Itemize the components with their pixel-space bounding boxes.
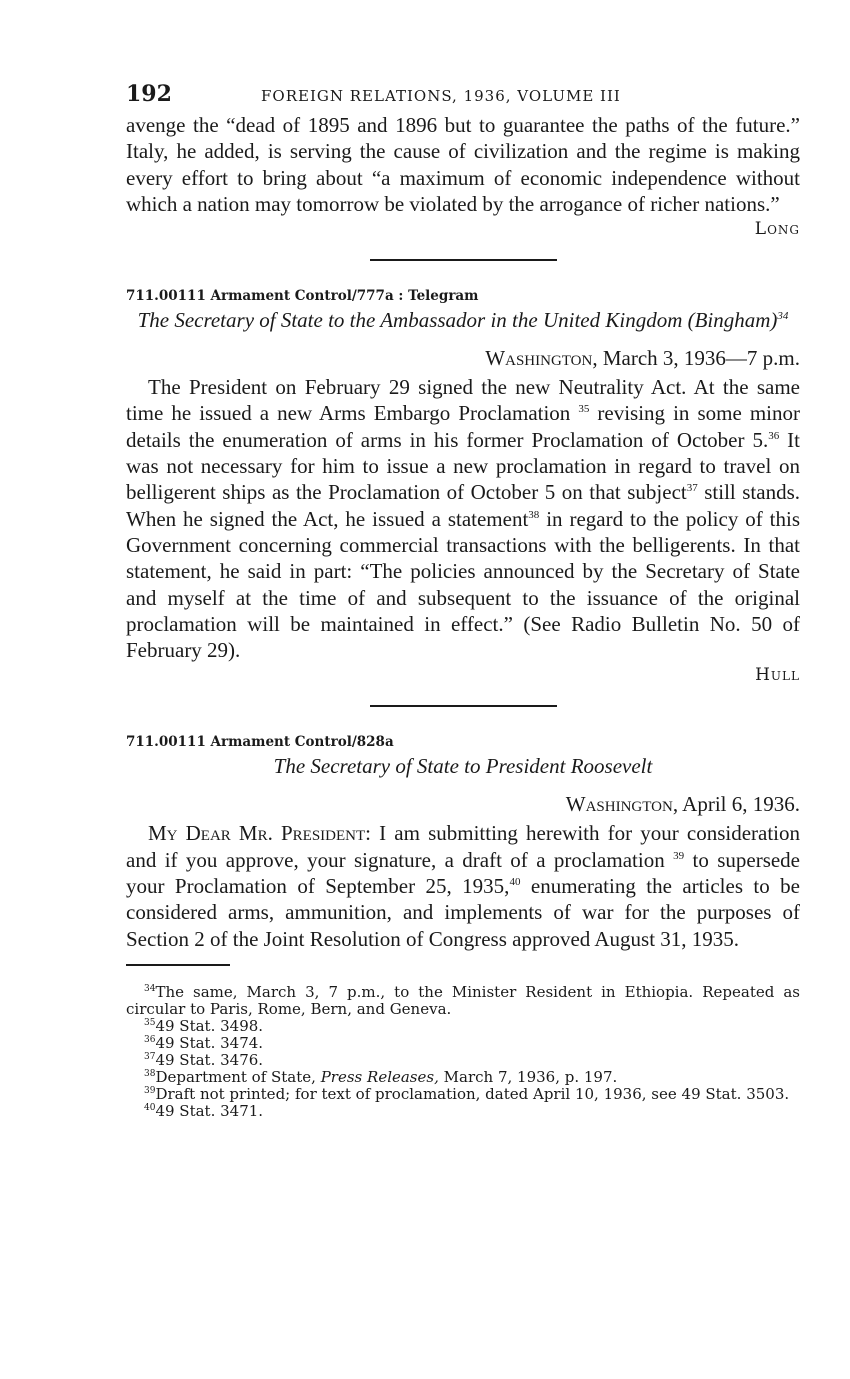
footnote-marker: 35 [578,403,590,416]
dateline-date: April 6, 1936. [682,792,800,817]
footnote-text: 49 Stat. 3474. [155,1033,264,1052]
letter-body [126,820,800,951]
footnote-marker: 37 [686,482,698,495]
dateline-place: Washington, [485,346,598,371]
footnote [126,1103,800,1120]
footnote-text: 49 Stat. 3476. [155,1050,264,1069]
footnote-text: 49 Stat. 3498. [155,1016,264,1035]
continued-paragraph: avenge the “dead of 1895 and 1896 but to guarantee the paths of the future.” Italy, he added, is serving the cause of civilization and the regime is making every effort to bring about “a maximum of economic independence without which a nation may tomorrow be violated by the arrogance of richer nations.” [126,113,800,216]
footnotes [126,984,800,1120]
footnote-rule [126,964,230,966]
footnote [126,1069,800,1086]
footnote-marker: 38 [528,508,540,521]
footnote-marker: 36 [768,429,780,442]
document-title: The Secretary of State to President Roosevelt [273,754,653,779]
telegram-text: still stands. When he signed the Act, he issued a statement [126,480,801,531]
document-title [126,308,800,332]
dateline-place: Washington, [565,792,679,817]
document-title-text: The Secretary of State to the Ambassador in the United Kingdom (Bingham) [137,308,778,333]
salutation: My Dear Mr. President: [148,821,372,846]
dateline [126,346,800,374]
footnote-number: 40 [144,1102,156,1113]
running-head: FOREIGN RELATIONS, 1936, VOLUME III [261,87,621,105]
footnote-number: 34 [144,983,156,994]
footnote-text: The same, March 3, 7 p.m., to the Minister Resident in Ethiopia. Repeated as circular to Paris, Rome, Bern, and Geneva. [126,982,800,1018]
telegram-text: The President on February 29 signed the new Neutrality Act. At the same time he issued a new Arms Embargo Proclamation [126,375,800,426]
footnote-marker: 39 [673,849,685,862]
footnote [126,1086,800,1103]
signature-hull: Hull [755,665,800,686]
footnote-number: 39 [144,1085,156,1096]
letter-text: I am submitting herewith for your consideration and if you approve, your signature, a draft of a proclamation [126,821,801,872]
page-number: 192 [126,81,172,107]
footnote-number: 35 [144,1017,156,1028]
letter-text: to supersede your Proclamation of September 25, 1935, [126,847,801,899]
footnote-marker: 40 [509,876,521,889]
footnote-number: 38 [144,1068,156,1079]
telegram-body [126,374,800,663]
telegram-text: It was not necessary for him to issue a new proclamation in regard to travel on belligerent ships as the Proclamation of October 5 on that subject [126,427,800,505]
page-header [126,78,800,112]
footnote-text: 49 Stat. 3471. [155,1101,264,1120]
file-reference: 711.00111 Armament Control/777a : Telegram [126,288,479,305]
footnote [126,984,800,1018]
telegram-text: in regard to the policy of this Government concerning commercial transactions with the belligerents. In that statement, he said in part: “The policies announced by the Secretary of State and myself at the time of and subsequent to the issuance of the original proclamation will be maintained in effect.” (See Radio Bulletin No. 50 of February 29). [126,506,800,663]
telegram-text: revising in some minor details the enumeration of arms in his former Proclamation of October 5. [126,401,801,452]
footnote [126,1052,800,1069]
footnote [126,1035,800,1052]
footnote-text: Draft not printed; for text of proclamation, dated April 10, 1936, see 49 Stat. 3503. [155,1084,790,1103]
dateline [126,792,800,820]
section-divider [370,259,557,261]
footnote-italic-text: Press Releases, [320,1067,439,1086]
file-reference: 711.00111 Armament Control/828a [126,734,394,751]
dateline-date: March 3, 1936—7 p.m. [602,346,800,371]
footnote-marker: 34 [777,310,789,323]
footnote-text: March 7, 1936, p. 197. [443,1067,618,1086]
signature-long: Long [754,219,800,240]
footnote-number: 37 [144,1051,156,1062]
footnote [126,1018,800,1035]
section-divider [370,705,557,707]
footnote-number: 36 [144,1034,156,1045]
page [126,78,800,1120]
footnote-text: Department of State, [155,1067,316,1086]
letter-text: enumerating the articles to be considered arms, ammunition, and implements of war for the purposes of Section 2 of the Joint Resolution of Congress approved August 31, 1935. [126,874,801,951]
